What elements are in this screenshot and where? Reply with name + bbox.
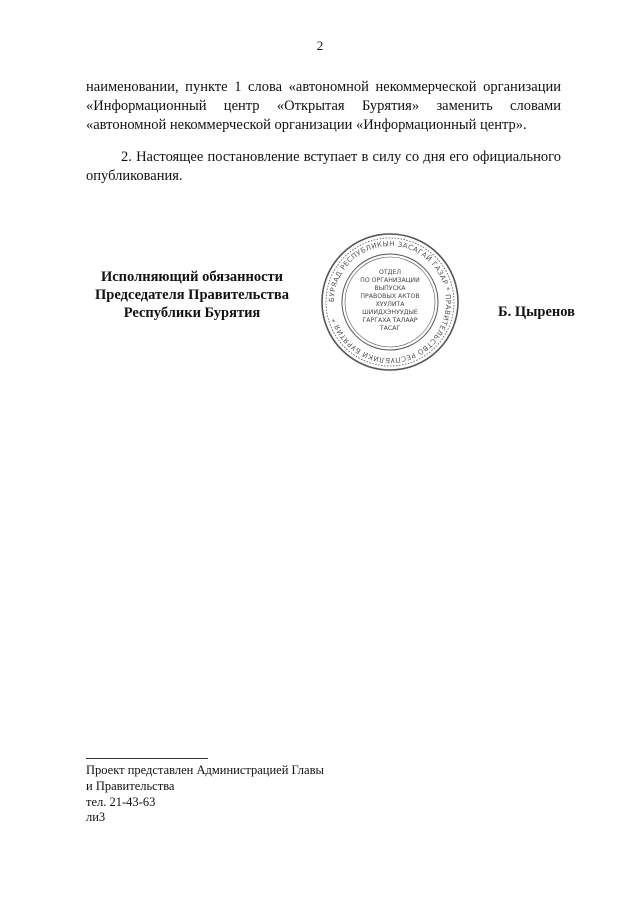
seal-line: ТАСАГ xyxy=(379,325,401,332)
official-seal-icon xyxy=(320,232,460,372)
signer-title-line: Исполняющий обязанности xyxy=(100,269,284,285)
seal-line: ОТДЕЛ xyxy=(378,269,402,276)
signer-title-line: Республики Бурятия xyxy=(123,305,261,321)
seal-line: ВЫПУСКА xyxy=(374,285,406,292)
footnote-divider xyxy=(86,758,208,759)
seal-outer-text: БУРЯАД РЕСПУБЛИКЫН ЗАСАГАЙ ГАЗАР * ПРАВИТЕЛЬСТВО РЕСПУБЛИКИ БУРЯТИЯ * xyxy=(327,239,453,365)
seal-line: ХУУЛИТА xyxy=(375,301,405,308)
signer-title xyxy=(72,268,312,322)
seal-line: ПРАВОВЫХ АКТОВ xyxy=(360,293,420,300)
footnote xyxy=(86,762,324,810)
page-number: 2 xyxy=(316,38,324,53)
footnote-line: тел. 21-43-63 xyxy=(86,795,156,809)
paragraph-effective-date: 2. Настоящее постановление вступает в силу со дня его официального опубликования. xyxy=(86,149,561,184)
paragraph-amendment: наименовании, пункте 1 слова «автономной некоммерческой организации «Информационный центр «Открытая Бурятия» заменить словами «автономной некоммерческой организации «Информационный центр». xyxy=(86,79,561,133)
footnote-line: Проект представлен Администрацией Главы xyxy=(86,763,324,777)
executor-initials: ли3 xyxy=(86,810,106,824)
footnote-line: и Правительства xyxy=(86,779,175,793)
signer-name: Б. Цыренов xyxy=(497,304,575,320)
seal-line: ПО ОРГАНИЗАЦИИ xyxy=(360,277,420,284)
signer-title-line: Председателя Правительства xyxy=(95,287,289,303)
seal-line: ГАРГАХА ТАЛААР xyxy=(362,317,418,324)
seal-line: ШИИДХЭНУУДЫЕ xyxy=(362,309,418,316)
